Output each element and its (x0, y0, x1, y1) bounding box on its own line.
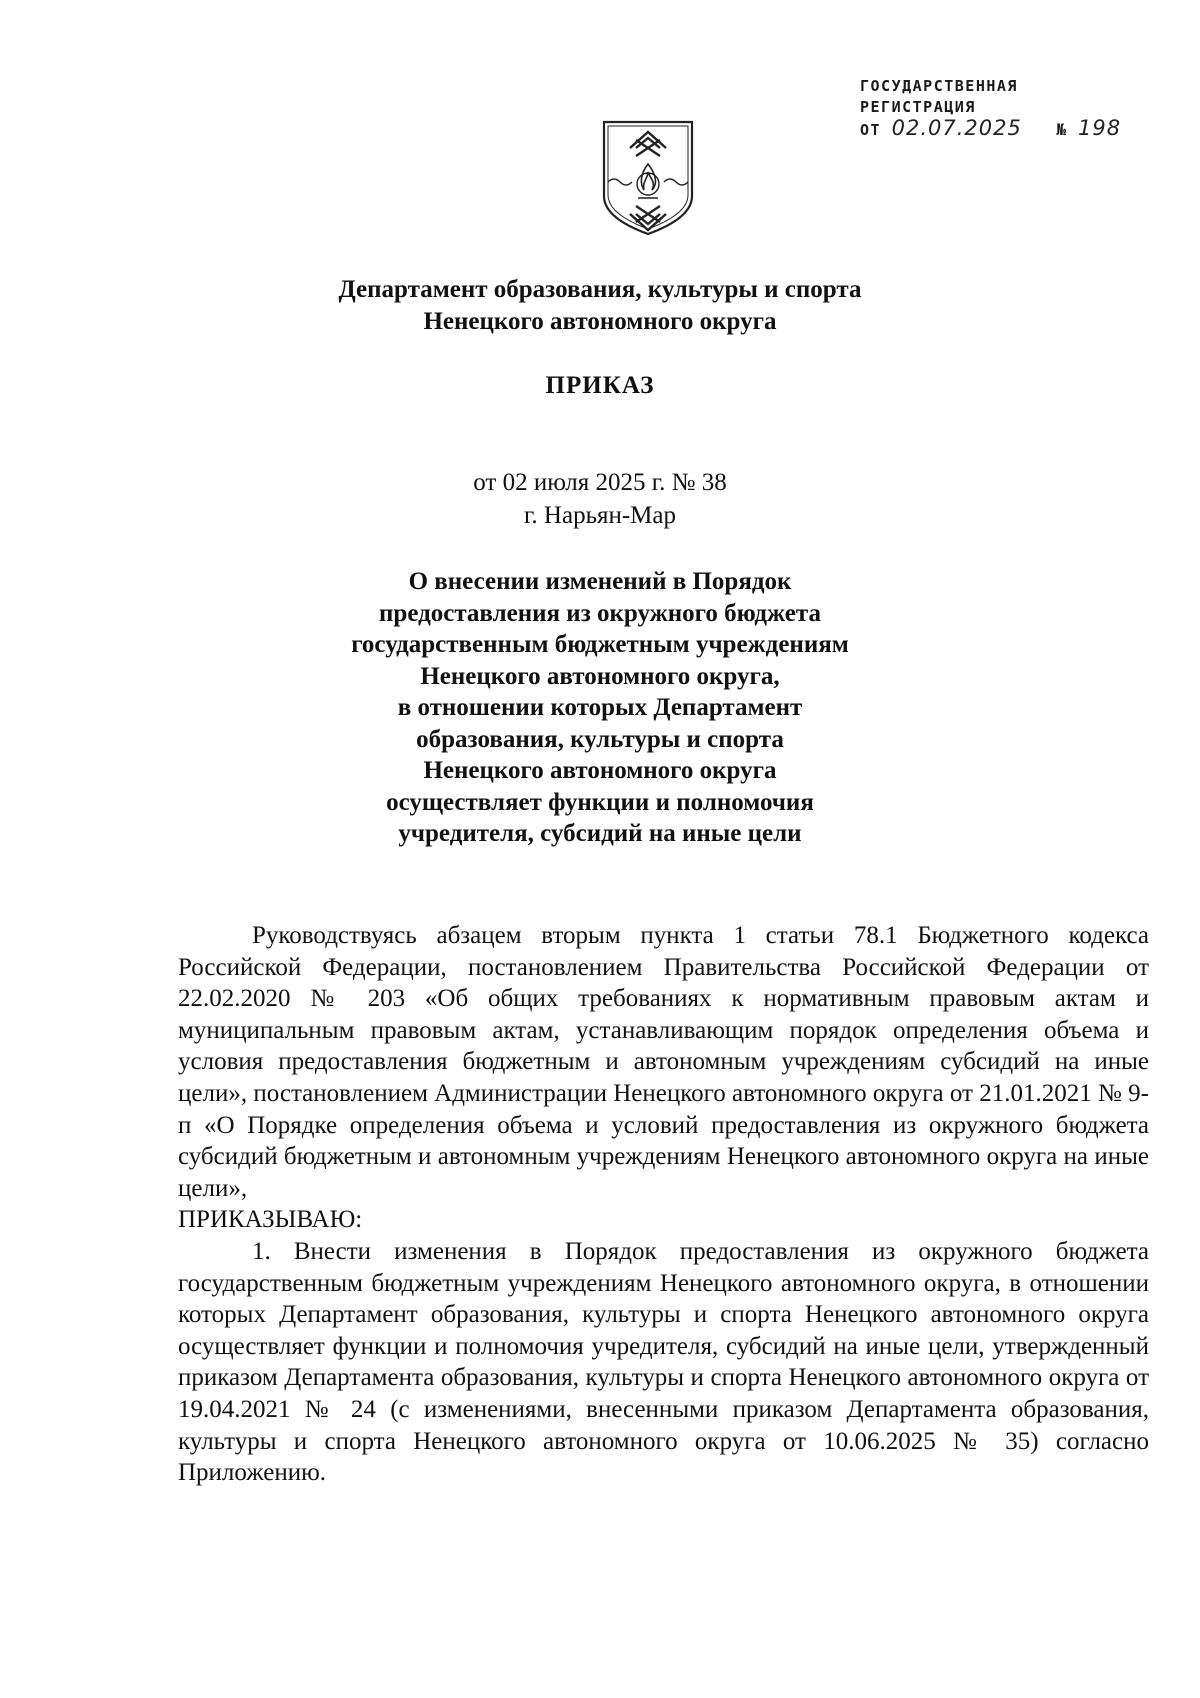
org-line-2: Ненецкого автономного округа (423, 308, 777, 335)
subject-line: О внесении изменений в Порядок (408, 568, 792, 595)
coat-of-arms-icon (600, 118, 696, 238)
subject-line: учредителя, субсидий на иные цели (398, 820, 802, 847)
document-date-number: от 02 июля 2025 г. № 38 (473, 469, 727, 496)
subject-line: предоставления из окружного бюджета (379, 599, 821, 627)
subject-line: образования, культуры и спорта (416, 725, 784, 753)
stamp-line-2: РЕГИСТРАЦИЯ (860, 98, 976, 116)
document-city: г. Нарьян-Мар (523, 502, 676, 529)
date-and-place (0, 466, 1200, 532)
preamble-paragraph: Руководствуясь абзацем вторым пункта 1 статьи 78.1 Бюджетного кодекса Российской Федерации, постановлением Правительства Российской Федерации от 22.02.2020 № 203 «Об общих требованиях к нормативным правовым актам и муниципальным правовым актам, устанавливающим порядок определения объема и условия предоставления бюджетным и автономным учреждениям субсидий на иные цели», постановлением Администрации Ненецкого автономного округа от 21.01.2021 № 9-п «О Порядке определения объема и условий предоставления из окружного бюджета субсидий бюджетным и автономным учреждениям Ненецкого автономного округа на иные цели», (178, 922, 1149, 1202)
stamp-line-3 (860, 118, 1121, 141)
subject-line: в отношении которых Департамент (397, 694, 803, 721)
stamp-number: 198 (1078, 116, 1122, 140)
document-body (178, 920, 1149, 1489)
subject-line: государственным бюджетным учреждениям (351, 631, 849, 658)
command-word: ПРИКАЗЫВАЮ: (178, 1206, 363, 1234)
stamp-number-label: № (1056, 120, 1068, 139)
document-subject (0, 566, 1200, 850)
document-type: ПРИКАЗ (545, 372, 655, 399)
organization-name (0, 274, 1200, 338)
subject-line: Ненецкого автономного округа (423, 757, 777, 784)
org-line-1: Департамент образования, культуры и спорта (338, 276, 862, 303)
stamp-from-label: ОТ (860, 121, 882, 139)
subject-line: осуществляет функции и полномочия (386, 788, 814, 816)
registration-stamp (860, 76, 1121, 141)
item-1-paragraph: 1. Внести изменения в Порядок предоставления из окружного бюджета государственным бюджетным учреждениям Ненецкого автономного округа, в отношении которых Департамент образования, культуры и спорта Ненецкого автономного округа осуществляет функции и полномочия учредителя, субсидий на иные цели, утвержденный приказом Департамента образования, культуры и спорта Ненецкого автономного округа от 19.04.2021 № 24 (с изменениями, внесенными приказом Департамента образования, культуры и спорта Ненецкого автономного округа от 10.06.2025 № 35) согласно Приложению. (178, 1237, 1149, 1487)
stamp-line-1: ГОСУДАРСТВЕННАЯ (860, 77, 1018, 95)
subject-line: Ненецкого автономного округа, (420, 662, 780, 690)
stamp-date: 02.07.2025 (891, 116, 1022, 140)
